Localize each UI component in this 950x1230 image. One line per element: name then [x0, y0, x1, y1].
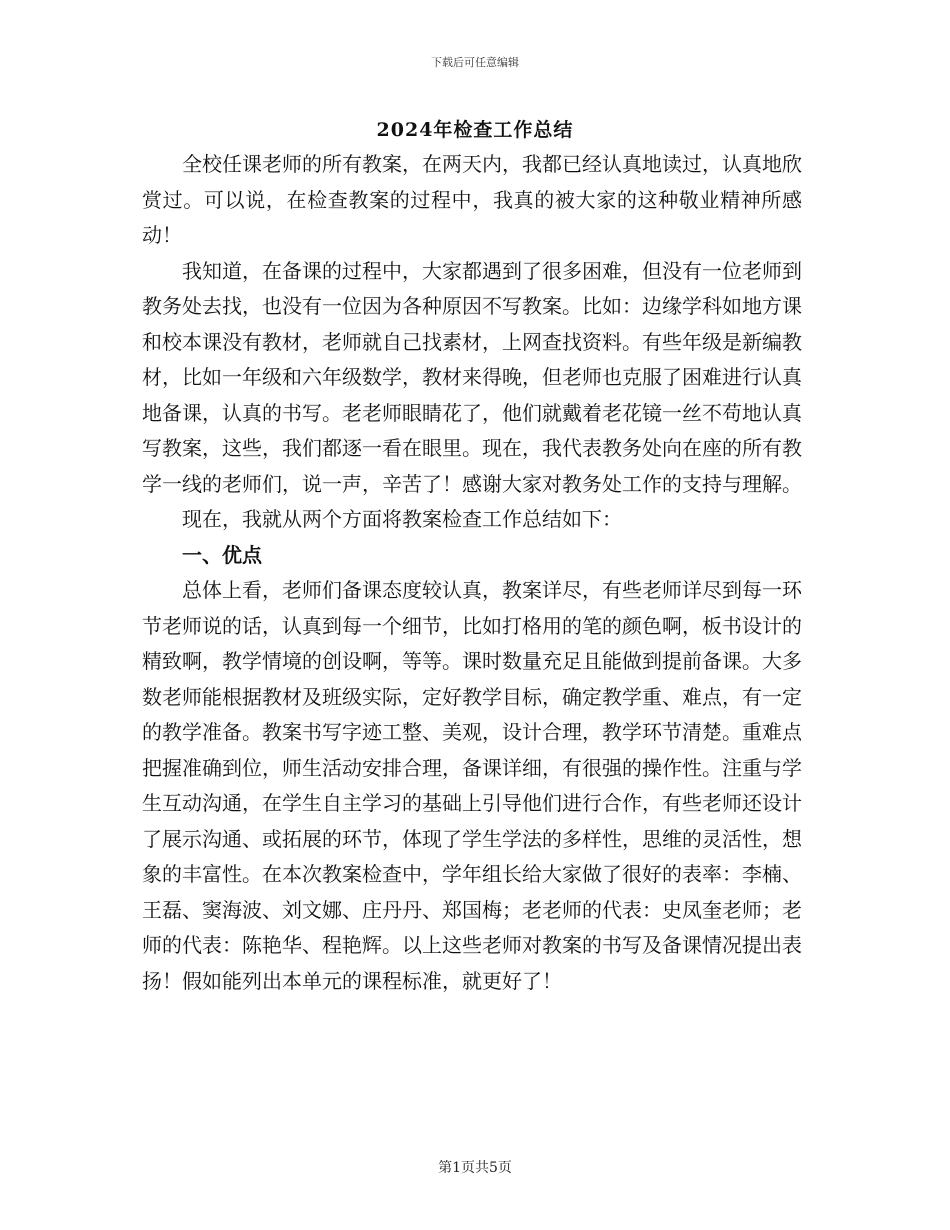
- paragraph-2: 我知道，在备课的过程中，大家都遇到了很多困难，但没有一位老师到教务处去找，也没有一位因为各种原因不写教案。比如：边缘学科如地方课和校本课没有教材，老师就自己找素材，上网查找资料。有些年级是新编教材，比如一年级和六年级数学，教材来得晚，但老师也克服了困难进行认真地备课，认真的书写。老老师眼睛花了，他们就戴着老花镜一丝不苟地认真写教案，这些，我们都逐一看在眼里。现在，我代表教务处向在座的所有教学一线的老师们，说一声，辛苦了！感谢大家对教务处工作的支持与理解。: [142, 258, 802, 496]
- section-heading-advantages: 一、优点: [182, 542, 262, 567]
- page-number: 第1页共5页: [438, 1160, 512, 1176]
- document-title: 2024年检查工作总结: [376, 119, 574, 141]
- document-body: [142, 147, 802, 999]
- paragraph-1: 全校任课老师的所有教案，在两天内，我都已经认真地读过，认真地欣赏过。可以说，在检查教案的过程中，我真的被大家的这种敬业精神所感动！: [142, 152, 802, 247]
- header-note: 下载后可任意编辑: [431, 56, 519, 69]
- paragraph-4: 总体上看，老师们备课态度较认真，教案详尽，有些老师详尽到每一环节老师说的话，认真到每一个细节，比如打格用的笔的颜色啊，板书设计的精致啊，教学情境的创设啊，等等。课时数量充足且能做到提前备课。大多数老师能根据教材及班级实际，定好教学目标，确定教学重、难点，有一定的教学准备。教案书写字迹工整、美观，设计合理，教学环节清楚。重难点把握准确到位，师生活动安排合理，备课详细，有很强的操作性。注重与学生互动沟通，在学生自主学习的基础上引导他们进行合作，有些老师还设计了展示沟通、或拓展的环节，体现了学生学法的多样性，思维的灵活性，想象的丰富性。在本次教案检查中，学年组长给大家做了很好的表率：李楠、王磊、窦海波、刘文娜、庄丹丹、郑国梅；老老师的代表：史凤奎老师；老师的代表：陈艳华、程艳辉。以上这些老师对教案的书写及备课情况提出表扬！假如能列出本单元的课程标准，就更好了！: [142, 578, 802, 993]
- paragraph-3: 现在，我就从两个方面将教案检查工作总结如下：: [182, 507, 622, 531]
